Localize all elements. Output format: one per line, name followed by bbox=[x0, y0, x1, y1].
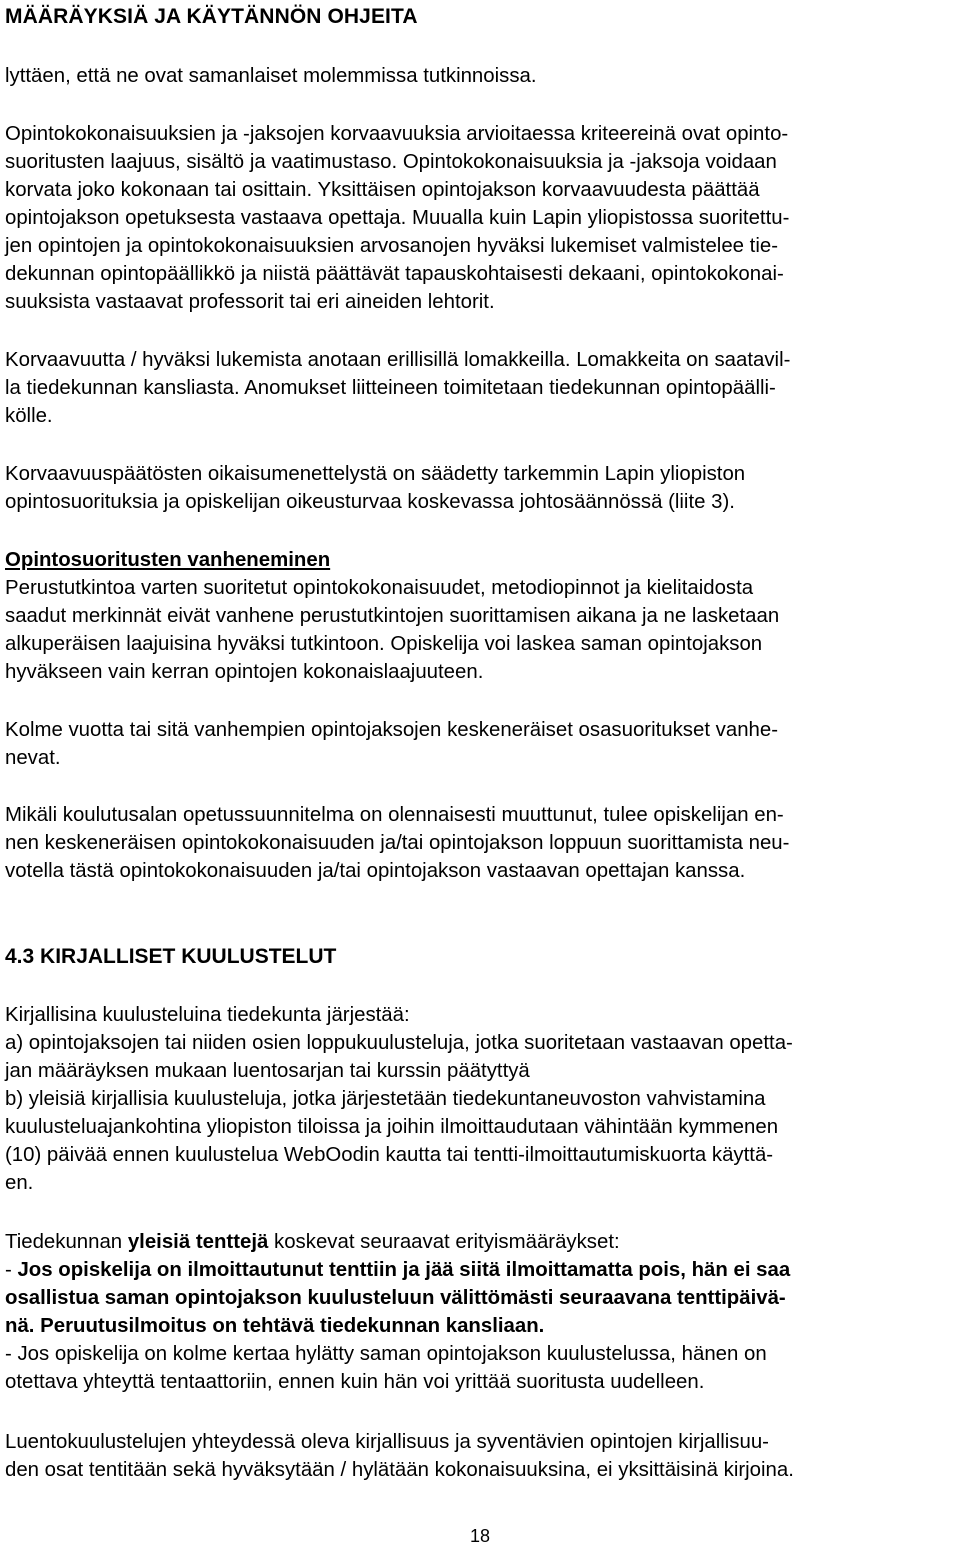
text-line: jan määräyksen mukaan luentosarjan tai kurssin päätyttyä bbox=[5, 1060, 530, 1082]
text-line: opintosuorituksia ja opiskelijan oikeusturvaa koskevassa johtosäännössä (liite 3). bbox=[5, 491, 735, 513]
text-line-bold: osallistua saman opintojakson kuulusteluun välittömästi seuraavana tenttipäivä- bbox=[5, 1287, 786, 1309]
paragraph-8 bbox=[5, 1001, 955, 1197]
text-line: Korvaavuutta / hyväksi lukemista anotaan erillisillä lomakkeilla. Lomakkeita on saatavil- bbox=[5, 349, 791, 371]
text-line: korvata joko kokonaan tai osittain. Yksittäisen opintojakson korvaavuudesta päättää bbox=[5, 179, 760, 201]
paragraph-2 bbox=[5, 120, 955, 316]
text-line: hyväkseen vain kerran opintojen kokonaislaajuuteen. bbox=[5, 661, 484, 683]
text-line: suuksista vastaavat professorit tai eri aineiden lehtorit. bbox=[5, 291, 495, 313]
paragraph-10 bbox=[5, 1428, 955, 1484]
text-line: den osat tentitään sekä hyväksytään / hylätään kokonaisuuksina, ei yksittäisinä kirjoina. bbox=[5, 1459, 794, 1481]
text-line: lyttäen, että ne ovat samanlaiset molemmissa tutkinnoissa. bbox=[5, 65, 537, 87]
text-span-bold: Jos opiskelija on ilmoittautunut tenttiin ja jää siitä ilmoittamatta pois, hän ei saa bbox=[17, 1259, 791, 1281]
text-span-bold: yleisiä tenttejä bbox=[127, 1231, 269, 1253]
text-line: kuulusteluajankohtina yliopiston tiloissa ja joihin ilmoittaudutaan vähintään kymmenen bbox=[5, 1116, 779, 1138]
text-line: Kirjallisina kuulusteluina tiedekunta järjestää: bbox=[5, 1004, 410, 1026]
text-line: dekunnan opintopäällikkö ja niistä päättävät tapauskohtaisesti dekaani, opintokokonai- bbox=[5, 263, 784, 285]
text-line: suoritusten laajuus, sisältö ja vaatimustaso. Opintokokonaisuuksia ja -jaksoja voidaan bbox=[5, 151, 777, 173]
text-span: - bbox=[5, 1259, 18, 1281]
text-line: Kolme vuotta tai sitä vanhempien opintojaksojen keskeneräiset osasuoritukset vanhe- bbox=[5, 719, 779, 741]
text-line: en. bbox=[5, 1172, 34, 1194]
text-line: otettava yhteyttä tentaattoriin, ennen kuin hän voi yrittää suoritusta uudelleen. bbox=[5, 1371, 705, 1393]
text-line: alkuperäisen laajuisina hyväksi tutkintoon. Opiskelija voi laskea saman opintojakson bbox=[5, 633, 763, 655]
text-line bbox=[5, 1256, 955, 1284]
paragraph-4 bbox=[5, 460, 955, 516]
text-line: (10) päivää ennen kuulustelua WebOodin kautta tai tentti-ilmoittautumiskuorta käyttä- bbox=[5, 1144, 774, 1166]
paragraph-5 bbox=[5, 546, 955, 686]
paragraph-9 bbox=[5, 1228, 955, 1396]
subsection-heading: Opintosuoritusten vanheneminen bbox=[5, 549, 331, 571]
text-line: kölle. bbox=[5, 405, 53, 427]
text-line: nevat. bbox=[5, 747, 61, 769]
text-line: opintojakson opetuksesta vastaava opettaja. Muualla kuin Lapin yliopistossa suoritettu- bbox=[5, 207, 790, 229]
text-line: Luentokuulustelujen yhteydessä oleva kirjallisuus ja syventävien opintojen kirjallisuu- bbox=[5, 1431, 769, 1453]
paragraph-6 bbox=[5, 716, 955, 772]
text-line: votella tästä opintokokonaisuuden ja/tai opintojakson vastaavan opettajan kanssa. bbox=[5, 860, 746, 882]
text-line: a) opintojaksojen tai niiden osien loppukuulusteluja, jotka suoritetaan vastaavan opetta- bbox=[5, 1032, 793, 1054]
text-line: b) yleisiä kirjallisia kuulusteluja, jotka järjestetään tiedekuntaneuvoston vahvistamina bbox=[5, 1088, 766, 1110]
text-line: Opintokokonaisuuksien ja -jaksojen korvaavuuksia arvioitaessa kriteereinä ovat opinto- bbox=[5, 123, 789, 145]
text-line-bold: nä. Peruutusilmoitus on tehtävä tiedekunnan kansliaan. bbox=[5, 1315, 545, 1337]
paragraph-7 bbox=[5, 801, 955, 885]
text-line: - Jos opiskelija on kolme kertaa hylätty saman opintojakson kuulustelussa, hänen on bbox=[5, 1343, 767, 1365]
text-span: Tiedekunnan bbox=[5, 1231, 128, 1253]
text-line: Korvaavuuspäätösten oikaisumenettelystä on säädetty tarkemmin Lapin yliopiston bbox=[5, 463, 746, 485]
text-line: Perustutkintoa varten suoritetut opintokokonaisuudet, metodiopinnot ja kielitaidosta bbox=[5, 577, 754, 599]
text-line: saadut merkinnät eivät vanhene perustutkintojen suorittamisen aikana ja ne lasketaan bbox=[5, 605, 780, 627]
paragraph-3 bbox=[5, 346, 955, 430]
text-line: nen keskeneräisen opintokokonaisuuden ja/tai opintojakson loppuun suorittamista neu- bbox=[5, 832, 790, 854]
text-span: koskevat seuraavat erityismääräykset: bbox=[268, 1231, 620, 1253]
section-heading: 4.3 KIRJALLISET KUULUSTELUT bbox=[5, 945, 337, 968]
text-line: la tiedekunnan kansliasta. Anomukset liitteineen toimitetaan tiedekunnan opintopäälli- bbox=[5, 377, 776, 399]
text-line: Mikäli koulutusalan opetussuunnitelma on olennaisesti muuttunut, tulee opiskelijan en- bbox=[5, 804, 784, 826]
page-number: 18 bbox=[469, 1526, 491, 1546]
paragraph-1 bbox=[5, 62, 955, 90]
page-header-title: MÄÄRÄYKSIÄ JA KÄYTÄNNÖN OHJEITA bbox=[5, 5, 418, 28]
text-line bbox=[5, 1228, 955, 1256]
text-line: jen opintojen ja opintokokonaisuuksien arvosanojen hyväksi lukemiset valmistelee tie- bbox=[5, 235, 779, 257]
section-heading-block bbox=[5, 943, 955, 971]
